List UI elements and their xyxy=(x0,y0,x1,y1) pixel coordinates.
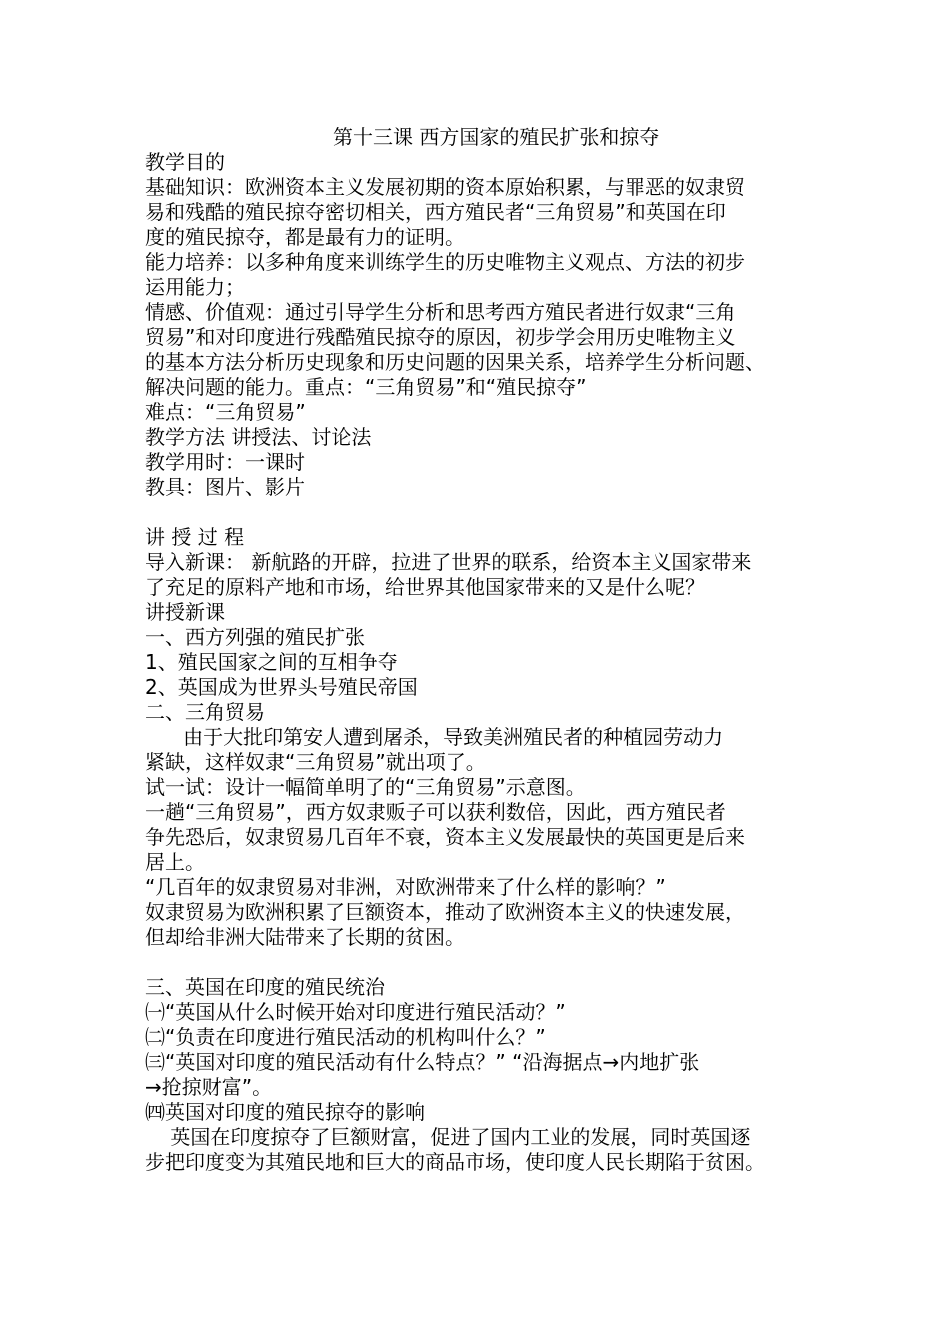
text-line: 了充足的原料产地和市场，给世界其他国家带来的又是什么呢？ xyxy=(145,575,705,599)
text-line: 能力培养：以多种角度来训练学生的历史唯物主义观点、方法的初步 xyxy=(145,250,745,274)
text-line: 度的殖民掠夺，都是最有力的证明。 xyxy=(145,225,465,249)
list-item: 2、英国成为世界头号殖民帝国 xyxy=(145,675,418,699)
text-line: 英国在印度掠夺了巨额财富，促进了国内工业的发展，同时英国逐 xyxy=(145,1125,751,1149)
text-line: 难点：“三角贸易” xyxy=(145,400,306,424)
text-line: 由于大批印第安人遭到屠杀，导致美洲殖民者的种植园劳动力 xyxy=(145,725,724,749)
text-line: 情感、价值观：通过引导学生分析和思考西方殖民者进行奴隶“三角 xyxy=(145,300,736,324)
text-line: 运用能力； xyxy=(145,275,245,299)
text-line: 导入新课： 新航路的开辟，拉进了世界的联系，给资本主义国家带来 xyxy=(145,550,752,574)
text-line: 的基本方法分析历史现象和历史问题的因果关系，培养学生分析问题、 xyxy=(145,350,765,374)
text-line: 教学用时：一课时 xyxy=(145,450,305,474)
text-line: 易和残酷的殖民掠夺密切相关，西方殖民者“三角贸易”和英国在印 xyxy=(145,200,726,224)
text-line: →抢掠财富”。 xyxy=(145,1075,273,1099)
list-item: ㈣英国对印度的殖民掠夺的影响 xyxy=(145,1100,425,1124)
text-line: 一趟“三角贸易”，西方奴隶贩子可以获利数倍，因此，西方殖民者 xyxy=(145,800,726,824)
text-line: 试一试：设计一幅简单明了的“三角贸易”示意图。 xyxy=(145,775,586,799)
text-line: 教具：图片、影片 xyxy=(145,475,305,499)
text-line: 步把印度变为其殖民地和巨大的商品市场，使印度人民长期陷于贫困。 xyxy=(145,1150,765,1174)
section-heading: 讲授新课 xyxy=(145,600,225,624)
list-item: ㈡“负责在印度进行殖民活动的机构叫什么？” xyxy=(145,1025,546,1049)
text-line: 教学方法 讲授法、讨论法 xyxy=(145,425,372,449)
text-line: 基础知识：欧洲资本主义发展初期的资本原始积累，与罪恶的奴隶贸 xyxy=(145,175,745,199)
list-item: ㈠“英国从什么时候开始对印度进行殖民活动？” xyxy=(145,1000,566,1024)
section-heading: 一、西方列强的殖民扩张 xyxy=(145,625,365,649)
text-line: 教学目的 xyxy=(145,150,225,174)
text-line: 争先恐后，奴隶贸易几百年不衰，资本主义发展最快的英国更是后来 xyxy=(145,825,745,849)
text-line: 贸易”和对印度进行残酷殖民掠夺的原因，初步学会用历史唯物主义 xyxy=(145,325,736,349)
text-line: “几百年的奴隶贸易对非洲，对欧洲带来了什么样的影响？” xyxy=(145,875,666,899)
text-line: 奴隶贸易为欧洲积累了巨额资本，推动了欧洲资本主义的快速发展， xyxy=(145,900,745,924)
text-line: 解决问题的能力。重点：“三角贸易”和“殖民掠夺” xyxy=(145,375,587,399)
section-heading: 讲 授 过 程 xyxy=(145,525,245,549)
list-item: ㈢“英国对印度的殖民活动有什么特点？” “沿海据点→内地扩张 xyxy=(145,1050,700,1074)
list-item: 1、殖民国家之间的互相争夺 xyxy=(145,650,398,674)
section-heading: 三、英国在印度的殖民统治 xyxy=(145,975,385,999)
text-line: 紧缺，这样奴隶“三角贸易”就出项了。 xyxy=(145,750,486,774)
page-title: 第十三课 西方国家的殖民扩张和掠夺 xyxy=(333,125,660,149)
text-line: 但却给非洲大陆带来了长期的贫困。 xyxy=(145,925,465,949)
text-line: 居上。 xyxy=(145,850,205,874)
section-heading: 二、三角贸易 xyxy=(145,700,265,724)
